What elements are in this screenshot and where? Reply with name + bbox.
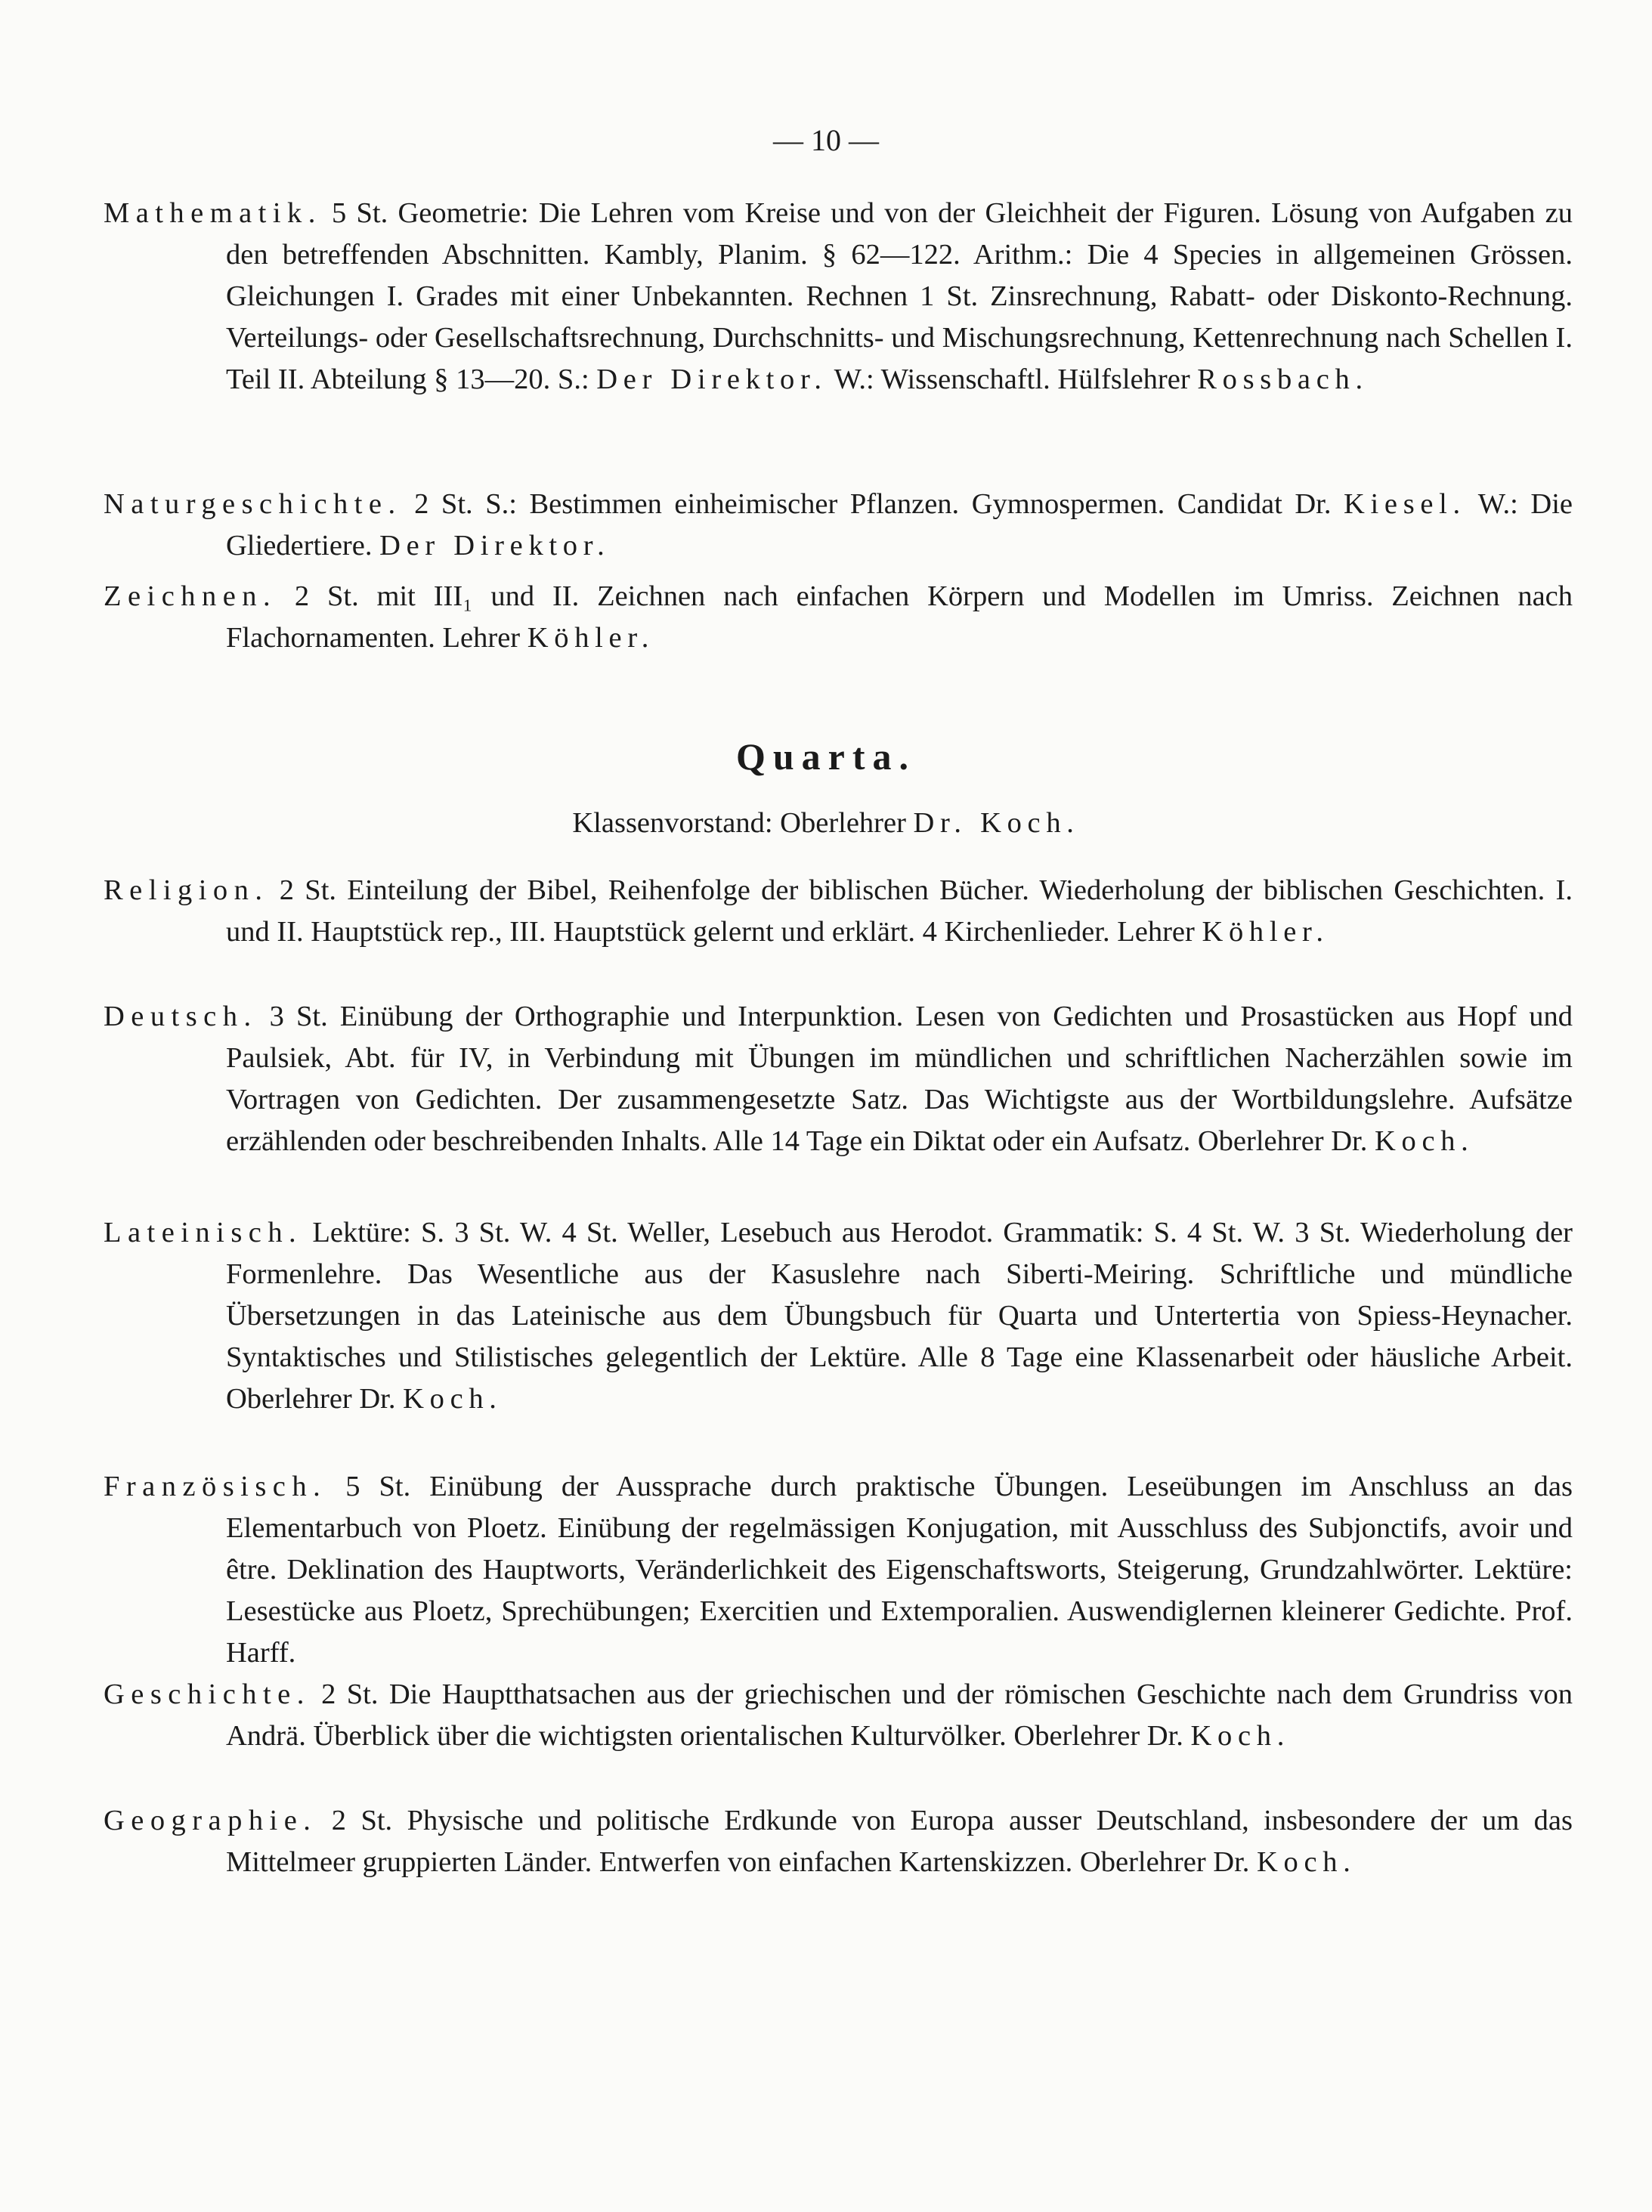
section-geographie bbox=[104, 1800, 1573, 1883]
teacher-name: Koch. bbox=[1374, 1125, 1474, 1157]
section-naturgeschichte bbox=[104, 484, 1573, 567]
section-text: W.: Die Gliedertiere. bbox=[226, 488, 1573, 562]
teacher-name: Der Direktor. bbox=[379, 530, 611, 562]
teacher-name: Der Direktor. bbox=[596, 364, 828, 395]
section-lateinisch bbox=[104, 1212, 1573, 1420]
subject-title: Lateinisch. bbox=[104, 1217, 303, 1248]
section-text: Lektüre: S. 3 St. W. 4 St. Weller, Lesebuch aus Herodot. Grammatik: S. 4 St. W. 3 St. Wiederholung der Formenlehre. Das Wesentliche aus der Kasuslehre nach Siberti-Meiring. Schriftliche und mündliche Übersetzungen in das Lateinische aus dem Übungsbuch für Quarta und Untertertia von Spiess-Heynacher. Syntaktisches und Stilistisches gelegentlich der Lektüre. Alle 8 Tage eine Klassenarbeit oder häusliche Arbeit. Oberlehrer Dr. bbox=[226, 1217, 1573, 1415]
section-deutsch bbox=[104, 996, 1573, 1162]
section-text: 3 St. Einübung der Orthographie und Interpunktion. Lesen von Gedichten und Prosastücken aus Hopf und Paulsiek, Abt. für IV, in Verbindung mit Übungen im mündlichen und schriftlichen Nacherzählen sowie im Vortragen von Gedichten. Der zusammengesetzte Satz. Das Wichtigste aus der Wortbildungslehre. Aufsätze erzählenden oder beschreibenden Inhalts. Alle 14 Tage ein Diktat oder ein Aufsatz. Oberlehrer Dr. bbox=[226, 1001, 1573, 1157]
class-heading: Quarta. bbox=[735, 735, 917, 778]
subject-title: Geschichte. bbox=[104, 1678, 311, 1710]
teacher-name: Köhler. bbox=[527, 622, 655, 654]
section-mathematik bbox=[104, 193, 1573, 401]
section-text: 2 St. Einteilung der Bibel, Reihenfolge der biblischen Bücher. Wiederholung der biblischen Geschichten. I. und II. Hauptstück rep., III. Hauptstück gelernt und erklärt. 4 Kirchenlieder. Lehrer bbox=[226, 874, 1573, 948]
subject-title: Französisch. bbox=[104, 1471, 327, 1502]
section-religion bbox=[104, 870, 1573, 953]
teacher-name: Koch. bbox=[403, 1383, 503, 1415]
section-text: 2 St. S.: Bestimmen einheimischer Pflanzen. Gymnospermen. Candidat Dr. bbox=[401, 488, 1344, 520]
page-number: — 10 — bbox=[773, 123, 879, 157]
class-teacher bbox=[0, 806, 1652, 840]
teacher-name: Koch. bbox=[1190, 1720, 1291, 1752]
section-text: 2 St. Physische und politische Erdkunde von Europa ausser Deutschland, insbesondere der um das Mittelmeer gruppierten Länder. Entwerfen von einfachen Kartenskizzen. Oberlehrer Dr. bbox=[226, 1805, 1573, 1878]
section-text: 5 St. Einübung der Aussprache durch praktische Übungen. Leseübungen im Anschluss an das Elementarbuch von Ploetz. Einübung der regelmässigen Konjugation, mit Ausschluss des Subjonctifs, avoir und être. Deklination des Hauptworts, Veränderlichkeit des Eigenschaftsworts, Steigerung, Grundzahlwörter. Lektüre: Lesestücke aus Ploetz, Sprechübungen; Exercitien und Extemporalien. Auswendiglernen kleinerer Gedichte. Prof. Harff. bbox=[226, 1471, 1573, 1669]
teacher-name: Koch. bbox=[1257, 1846, 1357, 1878]
subject-title: Religion. bbox=[104, 874, 269, 906]
section-zeichnen bbox=[104, 576, 1573, 659]
subject-title: Naturgeschichte. bbox=[104, 488, 402, 520]
teacher-name: Köhler. bbox=[1202, 916, 1329, 948]
section-text: 5 St. Geometrie: Die Lehren vom Kreise und von der Gleichheit der Figuren. Lösung von Aufgaben zu den betreffenden Abschnitten. Kambly, Planim. § 62—122. Arithm.: Die 4 Species in allgemeinen Grössen. Gleichungen I. Grades mit einer Unbekannten. Rechnen 1 St. Zinsrechnung, Rabatt- oder Diskonto-Rechnung. Verteilungs- oder Gesellschaftsrechnung, Durchschnitts- und Mischungsrechnung, Kettenrechnung nach Schellen I. Teil II. Abteilung § 13—20. S.: bbox=[226, 197, 1573, 395]
subject-title: Zeichnen. bbox=[104, 580, 277, 612]
section-geschichte bbox=[104, 1674, 1573, 1757]
subject-title: Mathematik. bbox=[104, 197, 322, 229]
class-teacher-name: Dr. Koch. bbox=[913, 807, 1080, 839]
teacher-name: Kiesel. bbox=[1344, 488, 1466, 520]
section-text: 2 St. mit III₁ und II. Zeichnen nach einfachen Körpern und Modellen im Umriss. Zeichnen nach Flachornamenten. Lehrer bbox=[226, 580, 1573, 654]
class-teacher-label: Klassenvorstand: Oberlehrer bbox=[572, 807, 914, 839]
subject-title: Deutsch. bbox=[104, 1001, 258, 1032]
subject-title: Geographie. bbox=[104, 1805, 317, 1836]
teacher-name: Rossbach. bbox=[1197, 364, 1369, 395]
section-text: 2 St. Die Hauptthatsachen aus der griechischen und der römischen Geschichte nach dem Grundriss von Andrä. Überblick über die wichtigsten orientalischen Kulturvölker. Oberlehrer Dr. bbox=[226, 1678, 1573, 1752]
section-text: W.: Wissenschaftl. Hülfslehrer bbox=[827, 364, 1198, 395]
section-franzoesisch bbox=[104, 1466, 1573, 1674]
